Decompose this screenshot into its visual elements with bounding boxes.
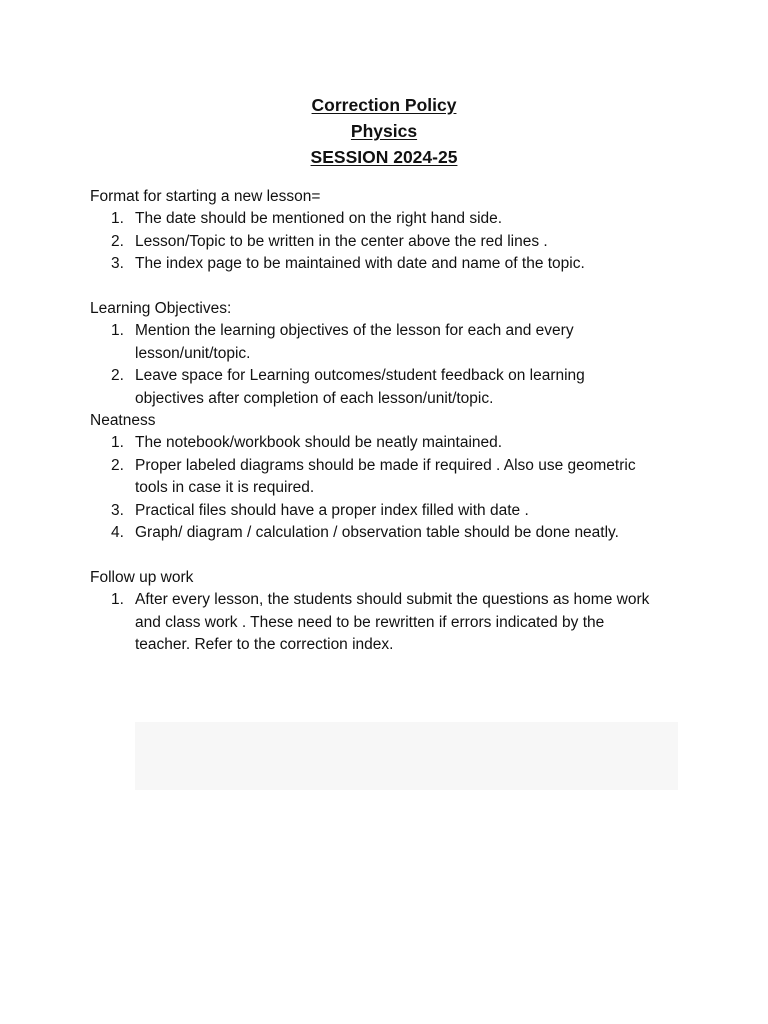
list-number: 2. — [111, 232, 124, 250]
list-item-text: The index page to be maintained with date and name of the topic. — [135, 255, 585, 273]
subject-heading: Physics — [350, 121, 418, 141]
format-list — [90, 208, 690, 275]
list-item-text: Graph/ diagram / calculation / observation table should be done neatly. — [135, 524, 619, 542]
list-item-text: Lesson/Topic to be written in the center above the red lines . — [135, 232, 548, 250]
section-title-followup: Follow up work — [90, 568, 194, 586]
list-item-text: Practical files should have a proper index filled with date . — [135, 501, 529, 519]
section-title-neatness: Neatness — [90, 412, 156, 430]
objectives-list — [90, 320, 690, 410]
list-item — [90, 522, 655, 544]
list-number: 2. — [111, 367, 124, 385]
section-spacer — [90, 544, 690, 566]
list-item — [90, 589, 655, 656]
list-item — [90, 320, 655, 365]
list-item — [90, 432, 655, 454]
document-title: Correction Policy — [311, 95, 457, 115]
list-item — [90, 365, 655, 410]
list-item-text: Mention the learning objectives of the lesson for each and every lesson/unit/topic. — [135, 322, 574, 362]
list-item-text: Leave space for Learning outcomes/student feedback on learning objectives after completion of each lesson/unit/topic. — [135, 367, 585, 407]
section-spacer — [90, 276, 690, 298]
document-header — [0, 92, 768, 170]
list-number: 2. — [111, 456, 124, 474]
list-number: 1. — [111, 591, 124, 609]
list-item — [90, 500, 655, 522]
list-item — [90, 253, 655, 275]
section-title-format: Format for starting a new lesson= — [90, 188, 321, 205]
blank-region — [135, 722, 678, 790]
list-number: 1. — [111, 322, 124, 340]
list-item-text: Proper labeled diagrams should be made if required . Also use geometric tools in case it is required. — [135, 456, 636, 497]
list-item-text: The notebook/workbook should be neatly maintained. — [135, 434, 503, 452]
list-number: 4. — [111, 524, 124, 542]
neatness-list — [90, 432, 690, 544]
list-number: 1. — [111, 434, 124, 452]
session-heading: SESSION 2024-25 — [310, 147, 458, 167]
list-item — [90, 455, 655, 500]
list-number: 3. — [111, 501, 124, 519]
list-number: 1. — [111, 210, 124, 228]
list-number: 3. — [111, 255, 124, 273]
list-item-text: The date should be mentioned on the right hand side. — [135, 210, 503, 228]
section-title-objectives: Learning Objectives: — [90, 300, 232, 318]
list-item — [90, 231, 655, 253]
followup-list — [90, 589, 690, 656]
list-item-text: After every lesson, the students should submit the questions as home work and class work . These need to be rewritten if errors indicated by the teacher. Refer to the correction index. — [135, 591, 650, 654]
list-item — [90, 208, 655, 230]
document-body — [90, 186, 690, 657]
